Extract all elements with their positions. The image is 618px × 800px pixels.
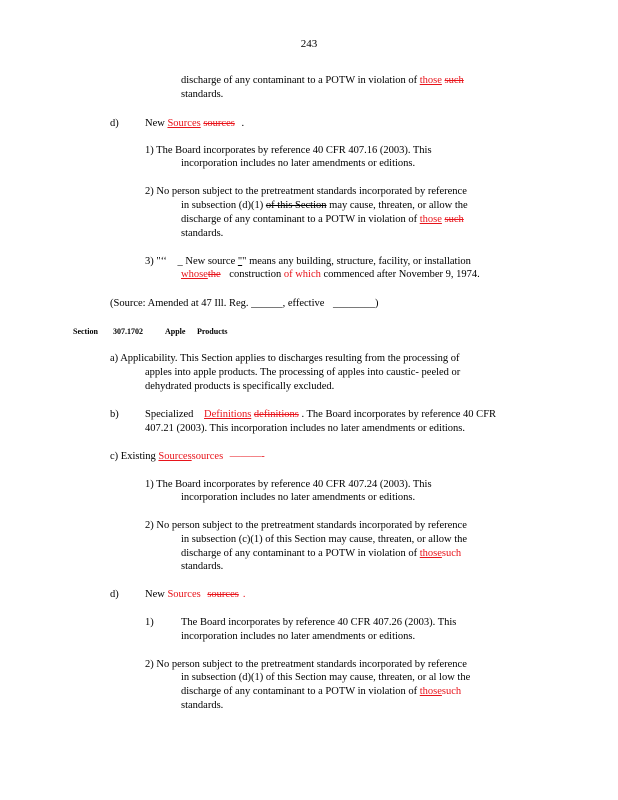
- inserted-text: Sources: [167, 118, 201, 129]
- text: discharge of any contaminant to a POTW in violation of: [181, 548, 418, 559]
- subsection-heading: [145, 118, 244, 130]
- subsection-marker: 1): [145, 617, 154, 628]
- deleted-text: of this Section: [265, 200, 327, 211]
- text: c) Existing: [110, 451, 156, 462]
- text: ": [237, 256, 243, 267]
- subsection-marker: b): [110, 409, 119, 420]
- deleted-text: definitions: [253, 409, 299, 420]
- text: _ New source: [177, 256, 236, 267]
- text: discharge of any contaminant to a POTW in violation of: [181, 686, 418, 697]
- paragraph-line: 407.21 (2003). This incorporation includes no later amendments or editions.: [145, 423, 465, 434]
- paragraph-line: a) Applicability. This Section applies to discharges resulting from the processing of: [110, 353, 460, 364]
- source-note: [110, 298, 379, 310]
- paragraph-line: 2) No person subject to the pretreatment standards incorporated by reference: [145, 186, 467, 197]
- paragraph-line: standards.: [181, 561, 224, 572]
- text: (Source: Amended at 47 Ill. Reg.: [110, 298, 249, 309]
- text: New: [145, 118, 165, 129]
- paragraph-line: dehydrated products is specifically excluded.: [145, 381, 335, 392]
- paragraph-line: incorporation includes no later amendments or editions.: [181, 631, 416, 642]
- text: , effective: [282, 298, 325, 309]
- section-title: Apple: [165, 327, 186, 336]
- paragraph-line: in subsection (c)(1) of this Section may cause, threaten, or allow the: [181, 534, 468, 545]
- subsection-marker: d): [110, 589, 119, 600]
- paragraph-line: 2) No person subject to the pretreatment standards incorporated by reference: [145, 520, 467, 531]
- paragraph-line: apples into apple products. The processing of apples into caustic- peeled or: [145, 367, 461, 378]
- paragraph-line: [181, 686, 461, 698]
- subsection-marker: d): [110, 118, 119, 129]
- subsection-heading: [110, 451, 265, 463]
- paragraph-line: standards.: [181, 228, 224, 239]
- inserted-text: whose: [181, 269, 208, 280]
- text: may cause, threaten, or allow the: [329, 200, 468, 211]
- deleted-text: such: [444, 75, 464, 86]
- inserted-text: of which: [283, 269, 321, 280]
- inserted-text: such: [441, 548, 462, 559]
- paragraph-line: 1) The Board incorporates by reference 40 CFR 407.16 (2003). This: [145, 145, 432, 156]
- paragraph-line: [181, 214, 464, 226]
- section-title: Products: [197, 327, 228, 336]
- inserted-text: those: [419, 214, 442, 225]
- inserted-text: those: [419, 75, 442, 86]
- paragraph-line: [145, 409, 496, 421]
- text: . The Board incorporates by reference 40 CFR: [301, 409, 497, 420]
- inserted-text: Sources: [158, 451, 192, 462]
- section-number: 307.1702: [113, 327, 143, 336]
- paragraph-line: standards.: [181, 700, 224, 711]
- paragraph-line: [181, 548, 461, 560]
- text: construction: [229, 269, 282, 280]
- paragraph-line: incorporation includes no later amendments or editions.: [181, 158, 416, 169]
- deleted-text: sources: [203, 118, 235, 129]
- paragraph-line: [181, 200, 468, 212]
- text: 3) "‘‘: [145, 256, 167, 267]
- text: New: [145, 589, 165, 600]
- inserted-text: Sources: [167, 589, 201, 600]
- deleted-text: sources: [207, 589, 239, 600]
- text: discharge of any contaminant to a POTW in violation of: [181, 75, 418, 86]
- text: discharge of any contaminant to a POTW in violation of: [181, 214, 418, 225]
- inserted-text: Definitions: [204, 409, 252, 420]
- text: in subsection (d)(1): [181, 200, 264, 211]
- blank-line: ________: [333, 298, 376, 309]
- text: commenced after November 9, 1974.: [323, 269, 480, 280]
- deleted-text: ———-: [229, 451, 265, 462]
- page-number: 243: [300, 38, 318, 50]
- subsection-heading: [145, 589, 245, 601]
- carryover-line-2: standards.: [181, 89, 224, 100]
- inserted-text: such: [441, 686, 462, 697]
- deleted-text: the: [207, 269, 221, 280]
- paragraph-line: 2) No person subject to the pretreatment standards incorporated by reference: [145, 659, 467, 670]
- text: " means any building, structure, facility, or installation: [242, 256, 471, 267]
- carryover-line-1: [181, 75, 464, 87]
- text: .: [241, 118, 245, 129]
- section-label: Section: [73, 327, 98, 336]
- deleted-text: such: [444, 214, 464, 225]
- paragraph-line: The Board incorporates by reference 40 CFR 407.26 (2003). This: [181, 617, 457, 628]
- text: .: [242, 589, 246, 600]
- paragraph-line: in subsection (d)(1) of this Section may cause, threaten, or al low the: [181, 672, 471, 683]
- inserted-text: those: [419, 686, 442, 697]
- paragraph-line: [181, 269, 480, 281]
- text: ): [375, 298, 379, 309]
- paragraph-line: 1) The Board incorporates by reference 40 CFR 407.24 (2003). This: [145, 479, 432, 490]
- deleted-text: sources: [191, 451, 224, 462]
- text: Specialized: [145, 409, 194, 420]
- inserted-text: those: [419, 548, 442, 559]
- paragraph-line: incorporation includes no later amendments or editions.: [181, 492, 416, 503]
- paragraph-line: [145, 256, 471, 268]
- blank-line: ______: [251, 298, 283, 309]
